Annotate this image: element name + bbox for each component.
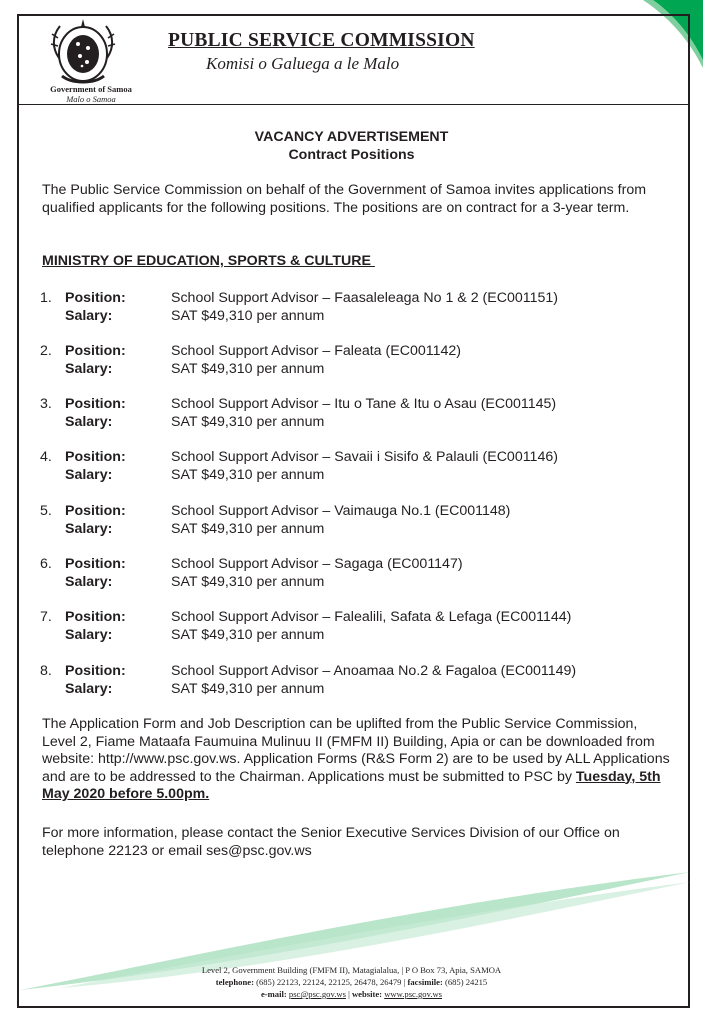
ministry-heading: MINISTRY OF EDUCATION, SPORTS & CULTURE [42, 253, 375, 269]
position-label: Position: [65, 449, 126, 465]
salary-label: Salary: [65, 521, 113, 537]
position-salary: SAT $49,310 per annum [171, 627, 325, 643]
footer-address: Level 2, Government Building (FMFM II), Matagialalua, | P O Box 73, Apia, SAMOA [201, 965, 502, 975]
email-link[interactable]: psc@psc.gov.ws [288, 989, 346, 999]
contact-paragraph: For more information, please contact the Senior Executive Services Division of our Office on telephone 22123 or email ses@psc.gov.ws [42, 825, 620, 859]
position-item [40, 609, 680, 645]
position-item [40, 556, 680, 592]
salary-label: Salary: [65, 361, 113, 377]
org-subtitle: Komisi o Galuega a le Malo [206, 54, 400, 73]
samoa-crest-icon [38, 18, 128, 86]
position-label: Position: [65, 556, 126, 572]
position-number: 2. [40, 343, 52, 359]
government-subtitle: Malo o Samoa [66, 94, 116, 104]
salary-label: Salary: [65, 681, 113, 697]
salary-label: Salary: [65, 467, 113, 483]
org-title: PUBLIC SERVICE COMMISSION [168, 30, 475, 51]
footer-web-line [0, 989, 703, 999]
position-label: Position: [65, 396, 126, 412]
position-label: Position: [65, 609, 126, 625]
position-title: School Support Advisor – Falealili, Safata & Lefaga (EC001144) [171, 609, 572, 625]
position-title: School Support Advisor – Itu o Tane & Itu o Asau (EC001145) [171, 396, 557, 412]
position-label: Position: [65, 290, 126, 306]
position-item [40, 449, 680, 485]
position-item [40, 503, 680, 539]
email-label: e-mail: [260, 989, 287, 999]
position-number: 7. [40, 609, 52, 625]
salary-label: Salary: [65, 574, 113, 590]
ad-subtitle: Contract Positions [288, 147, 415, 163]
position-salary: SAT $49,310 per annum [171, 574, 325, 590]
salary-label: Salary: [65, 308, 113, 324]
position-title: School Support Advisor – Vaimauga No.1 (EC001148) [171, 503, 511, 519]
ad-title: VACANCY ADVERTISEMENT [254, 129, 449, 145]
facsimile-label: facsimile: [407, 977, 443, 987]
position-number: 6. [40, 556, 52, 572]
position-title: School Support Advisor – Faleata (EC001142) [171, 343, 461, 359]
position-salary: SAT $49,310 per annum [171, 467, 325, 483]
government-name: Government of Samoa [50, 84, 132, 94]
position-salary: SAT $49,310 per annum [171, 414, 325, 430]
position-salary: SAT $49,310 per annum [171, 308, 325, 324]
telephone-label: telephone: [215, 977, 254, 987]
telephone-value: (685) 22123, 22124, 22125, 26478, 26479 | [253, 977, 408, 987]
position-number: 8. [40, 663, 52, 679]
position-title: School Support Advisor – Savaii i Sisifo & Palauli (EC001146) [171, 449, 558, 465]
salary-label: Salary: [65, 414, 113, 430]
footer-separator: | [345, 989, 352, 999]
position-salary: SAT $49,310 per annum [171, 681, 325, 697]
website-link[interactable]: www.psc.gov.ws [384, 989, 443, 999]
position-item [40, 290, 680, 326]
position-item [40, 343, 680, 379]
salary-label: Salary: [65, 627, 113, 643]
position-number: 5. [40, 503, 52, 519]
application-text: The Application Form and Job Description can be uplifted from the Public Service Commission, Level 2, Fiame Mataafa Faumuina Mulinuu II (FMFM II) Building, Apia or can be downloaded from website: http://www.psc.gov.ws. Application Forms (R&S Form 2) are to be used by ALL Applications and are to be addressed to the Chairman. Applications must be submitted to PSC by [42, 716, 670, 785]
position-label: Position: [65, 663, 126, 679]
position-number: 3. [40, 396, 52, 412]
intro-paragraph: The Public Service Commission on behalf of the Government of Samoa invites applications from qualified applicants for the following positions. The positions are on contract for a 3-year term. [42, 182, 647, 216]
footer-phone-line [0, 977, 703, 987]
website-label: website: [351, 989, 383, 999]
position-salary: SAT $49,310 per annum [171, 521, 325, 537]
position-label: Position: [65, 503, 126, 519]
position-label: Position: [65, 343, 126, 359]
facsimile-value: (685) 24215 [442, 977, 488, 987]
position-title: School Support Advisor – Anoamaa No.2 & Fagaloa (EC001149) [171, 663, 577, 679]
position-title: School Support Advisor – Faasaleleaga No 1 & 2 (EC001151) [171, 290, 558, 306]
position-item [40, 396, 680, 432]
position-number: 1. [40, 290, 52, 306]
application-deadline: Tuesday, 5th May 2020 before 5.00pm. [42, 768, 661, 802]
position-salary: SAT $49,310 per annum [171, 361, 325, 377]
header-divider [18, 104, 688, 105]
position-number: 4. [40, 449, 52, 465]
application-paragraph [42, 716, 672, 804]
position-title: School Support Advisor – Sagaga (EC001147) [171, 556, 463, 572]
position-item [40, 663, 680, 699]
